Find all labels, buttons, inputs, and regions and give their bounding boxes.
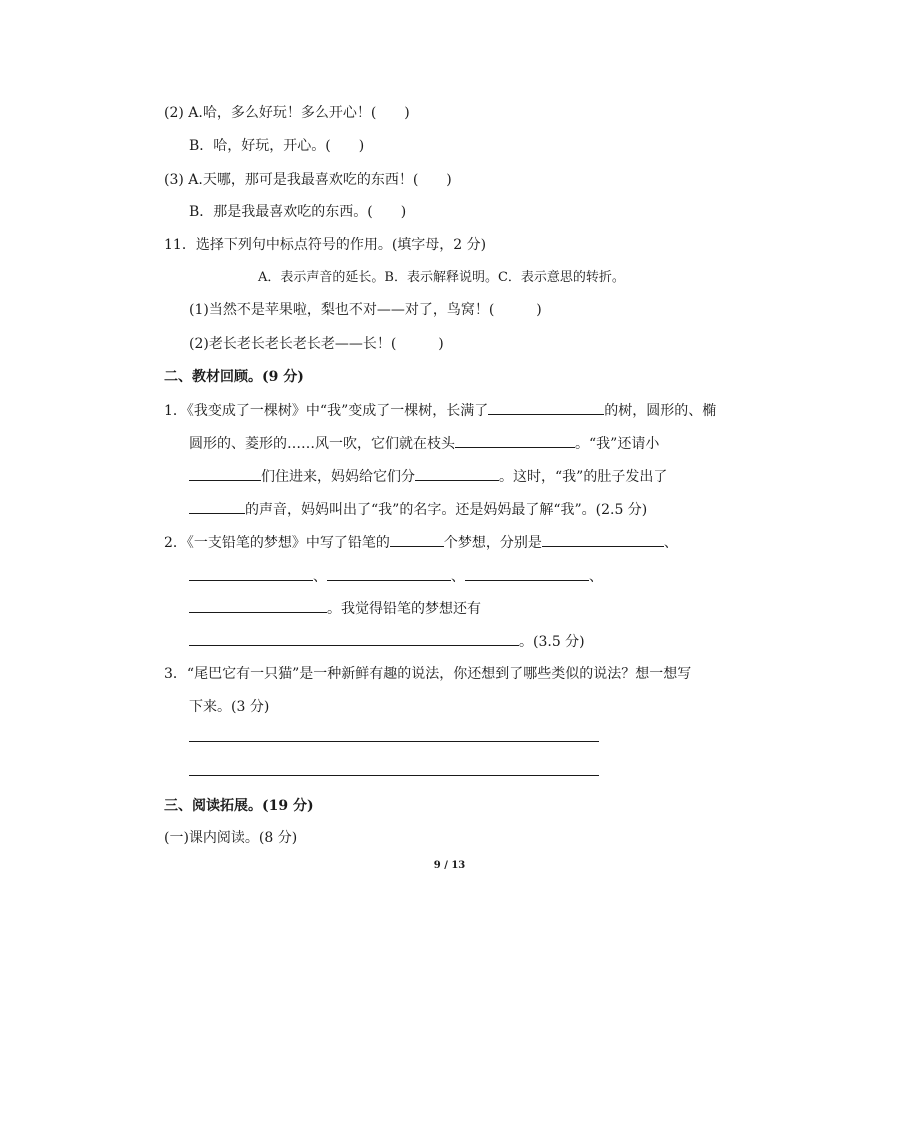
- answer-blank[interactable]: [189, 631, 519, 646]
- section-2-heading: 二、教材回顾。(9 分): [164, 369, 304, 385]
- answer-blank[interactable]: [189, 466, 261, 481]
- answer-blank[interactable]: [488, 400, 604, 415]
- section2-q1-line1: [164, 400, 716, 421]
- section2-q1-line4: [189, 499, 647, 520]
- answer-blank[interactable]: [189, 598, 327, 613]
- q2-text-1: 2．《一支铅笔的梦想》中写了铅笔的: [164, 535, 390, 551]
- item-2a: (2) A.哈，多么好玩！多么开心！( ): [164, 105, 410, 121]
- page-number: 9 / 13: [433, 860, 466, 871]
- answer-line[interactable]: [189, 775, 599, 776]
- section-3-heading: 三、阅读拓展。(19 分): [164, 798, 314, 814]
- separator: 、: [589, 569, 603, 585]
- answer-blank[interactable]: [455, 433, 575, 448]
- separator: 、: [313, 569, 327, 585]
- section-3-sub1: (一)课内阅读。(8 分): [164, 830, 298, 846]
- section2-q2-line3: [189, 598, 481, 619]
- item-2b: B．哈，好玩，开心。( ): [189, 138, 365, 154]
- separator: 、: [663, 535, 678, 551]
- q1-text-2: 的树，圆形的、椭: [604, 403, 717, 419]
- answer-blank[interactable]: [390, 532, 444, 547]
- answer-blank[interactable]: [465, 566, 589, 581]
- item-3a: (3) A.天哪，那可是我最喜欢吃的东西！( ): [164, 172, 452, 188]
- section2-q2-line1: [164, 532, 678, 553]
- item-3b: B．那是我最喜欢吃的东西。( ): [189, 204, 407, 220]
- question-11: 11．选择下列句中标点符号的作用。(填字母，2 分): [164, 237, 487, 253]
- section2-q1-line3: [189, 466, 667, 487]
- answer-blank[interactable]: [415, 466, 499, 481]
- q1-text-3: 圆形的、菱形的……风一吹，它们就在枝头: [189, 436, 455, 452]
- question-11-1: (1)当然不是苹果啦，梨也不对——对了，鸟窝！( ): [189, 302, 542, 318]
- answer-blank[interactable]: [189, 499, 245, 514]
- q1-text-7: 的声音，妈妈叫出了“我”的名字。还是妈妈最了解“我”。(2.5 分): [245, 502, 648, 518]
- question-11-options: A．表示声音的延长。B．表示解释说明。C．表示意思的转折。: [258, 270, 625, 285]
- separator: 、: [451, 569, 465, 585]
- section2-q2-line4: [189, 631, 585, 652]
- answer-line[interactable]: [189, 741, 599, 742]
- question-11-2: (2)老长老长老长老长老——长！( ): [189, 336, 444, 352]
- q2-text-2: 个梦想，分别是: [443, 535, 542, 551]
- q2-text-3: 。我觉得铅笔的梦想还有: [327, 601, 481, 617]
- section2-q3-line2: 下来。(3 分): [189, 699, 270, 715]
- section2-q3-line1: 3．“尾巴它有一只猫”是一种新鲜有趣的说法，你还想到了哪些类似的说法？想一想写: [164, 666, 692, 682]
- q1-text-4: 。“我”还请小: [575, 436, 660, 452]
- q1-text-5: 们住进来，妈妈给它们分: [261, 469, 415, 485]
- answer-blank[interactable]: [327, 566, 451, 581]
- section2-q2-line2: [189, 566, 603, 587]
- q1-text-1: 1．《我变成了一棵树》中“我”变成了一棵树，长满了: [164, 403, 489, 419]
- q1-text-6: 。这时，“我”的肚子发出了: [499, 469, 668, 485]
- answer-blank[interactable]: [189, 566, 313, 581]
- section2-q1-line2: [189, 433, 659, 454]
- q2-text-4: 。(3.5 分): [519, 634, 585, 650]
- answer-blank[interactable]: [542, 532, 664, 547]
